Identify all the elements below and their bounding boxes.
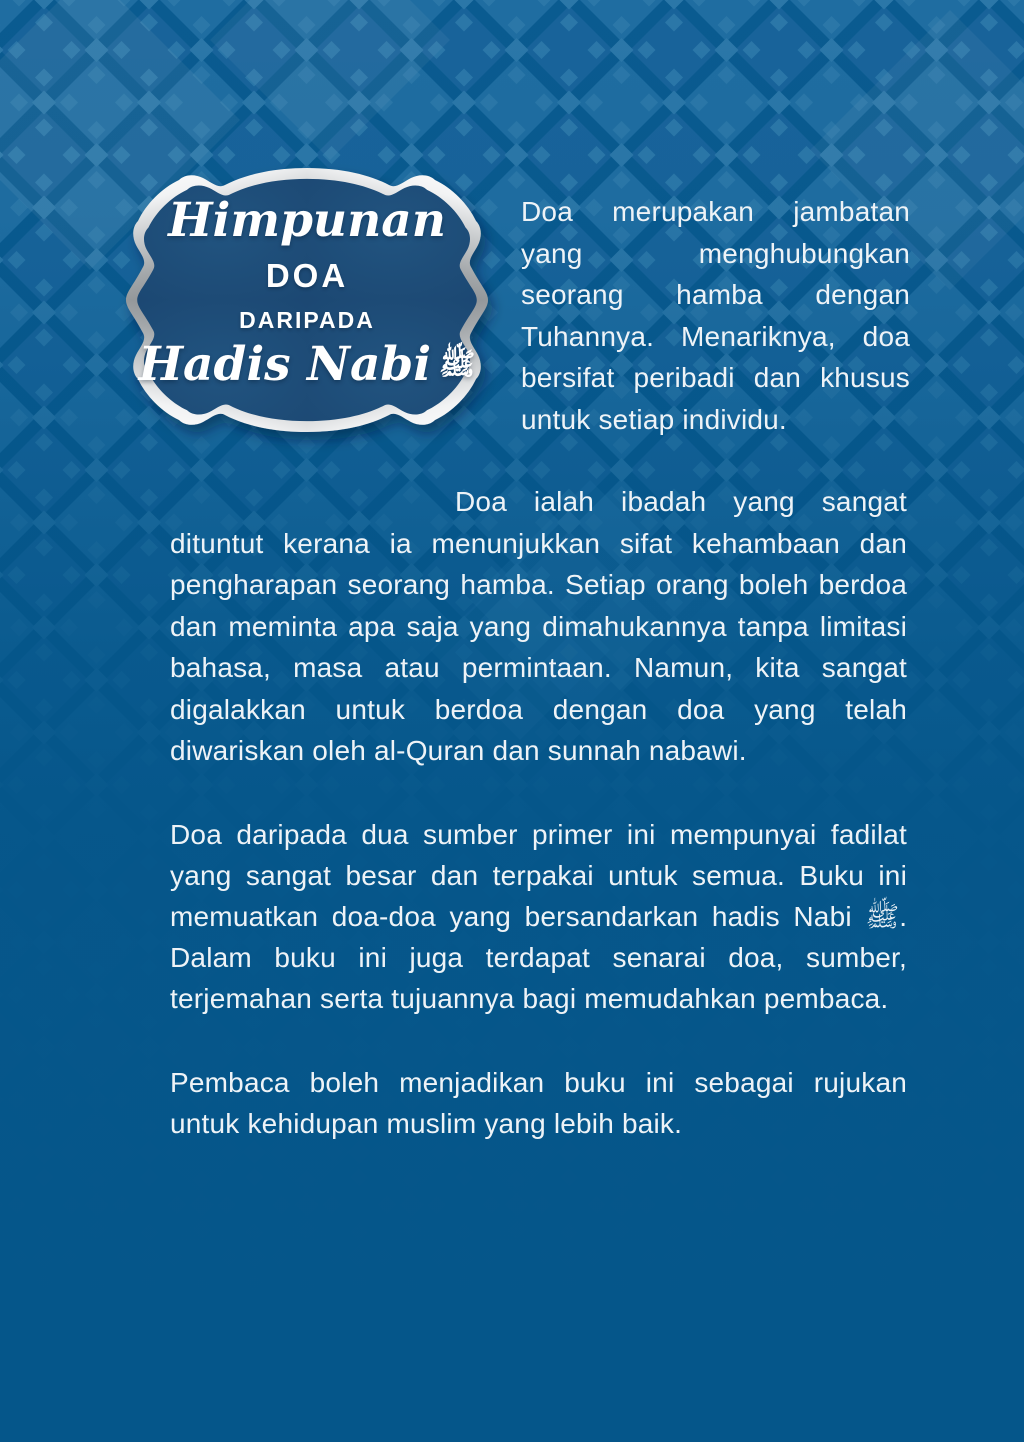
salawat-symbol: ﷺ: [439, 347, 476, 382]
blurb-paragraph-2: Doa ialah ibadah yang sangat dituntut kerana ia menunjukkan sifat kehambaan dan pengharapan seorang hamba. Setiap orang boleh berdoa dan meminta apa saja yang dimahukannya tanpa limitasi bahasa, masa atau permintaan. Namun, kita sangat digalakkan untuk berdoa dengan doa yang telah diwariskan oleh al-Quran dan sunnah nabawi.: [170, 486, 907, 766]
badge-title-line4: [122, 337, 492, 392]
badge-title: [122, 167, 492, 440]
badge-title-line4-text: Hadis Nabi: [138, 337, 432, 392]
blurb-paragraph-3: Doa daripada dua sumber primer ini mempunyai fadilat yang sangat besar dan terpakai untuk semua. Buku ini memuatkan doa-doa yang bersandarkan hadis Nabi ﷺ. Dalam buku ini juga terdapat senarai doa, sumber, terjemahan serta tujuannya bagi memudahkan pembaca.: [170, 819, 907, 1014]
blurb-paragraph-intro: Doa merupakan jambatan yang menghubungkan seorang hamba dengan Tuhannya. Menariknya, doa bersifat peribadi dan khusus untuk setiap individu.: [521, 196, 910, 435]
badge-title-line3: DARIPADA: [239, 307, 375, 333]
badge-title-line2: DOA: [265, 257, 349, 294]
blurb-paragraph-4: Pembaca boleh menjadikan buku ini sebagai rujukan untuk kehidupan muslim yang lebih baik.: [170, 1067, 907, 1139]
badge-title-line1: Himpunan: [168, 193, 446, 248]
